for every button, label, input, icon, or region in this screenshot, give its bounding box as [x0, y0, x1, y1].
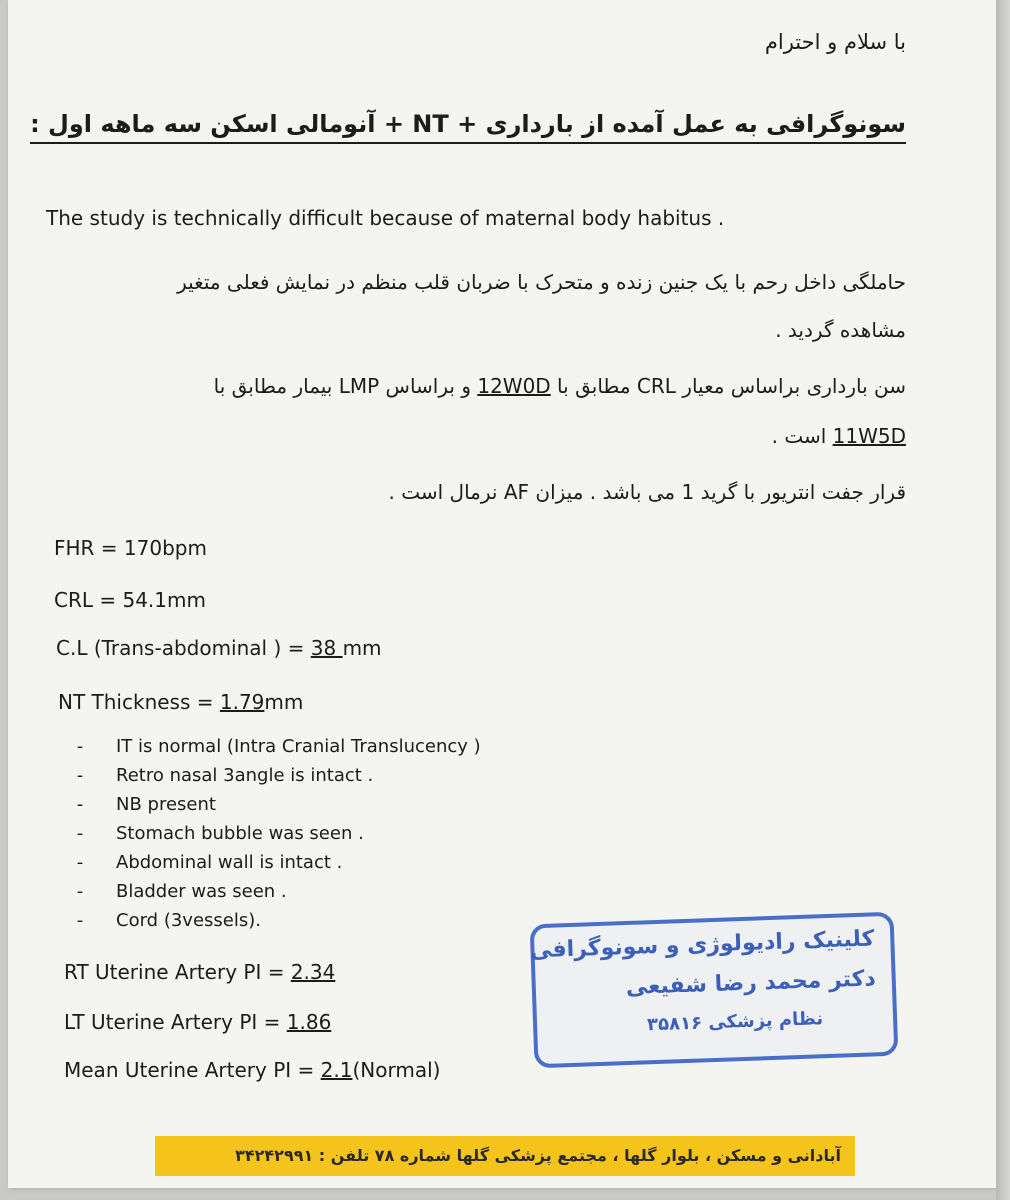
- fhr-measurement: FHR = 170bpm: [54, 536, 207, 560]
- gestational-age-text-a: سن بارداری براساس معیار CRL مطابق با: [550, 374, 906, 398]
- nt-thickness-measurement: [58, 690, 303, 714]
- crl-gestational-age: 12W0D: [477, 374, 551, 398]
- placenta-note: قرار جفت انتریور با گرید 1 می باشد . میزان AF نرمال است .: [388, 480, 906, 504]
- cervical-length-value: 38: [310, 636, 343, 660]
- crl-measurement: CRL = 54.1mm: [54, 588, 206, 612]
- gestational-age-line2: [772, 424, 906, 448]
- list-item: - IT is normal (Intra Cranial Translucency ): [76, 736, 481, 757]
- mean-uterine-artery-pi: Mean Uterine Artery PI = 2.1(Normal): [64, 1058, 441, 1082]
- lmp-gestational-age: 11W5D: [832, 424, 906, 448]
- stamp-doctor-name: دکتر محمد رضا شفیعی: [625, 966, 877, 1001]
- rt-uterine-artery-pi-value: 2.34: [290, 960, 336, 984]
- gestational-age-text-c: است .: [771, 424, 833, 448]
- list-item: - Abdominal wall is intact .: [76, 852, 343, 873]
- stamp-clinic-name: کلینیک رادیولوژی و سونوگرافی: [529, 926, 875, 964]
- stamp-medical-number: نظام پزشکی ۳۵۸۱۶: [646, 1008, 824, 1036]
- footer-address: آبادانی و مسکن ، بلوار گلها ، مجتمع پزشکی گلها شماره ۷۸ تلفن : ۳۴۲۴۲۹۹۱: [155, 1136, 855, 1176]
- pregnancy-description-line1: حاملگی داخل رحم با یک جنین زنده و متحرک با ضربان قلب منظم در نمایش فعلی متغیر: [177, 270, 906, 294]
- pregnancy-description-line2: مشاهده گردید .: [775, 318, 906, 342]
- rt-uterine-artery-pi: RT Uterine Artery PI = 2.34: [64, 960, 336, 984]
- cervical-length-unit: mm: [342, 636, 382, 660]
- gestational-age-line1: [214, 374, 906, 398]
- report-title: سونوگرافی به عمل آمده از بارداری + NT + آنومالی اسکن سه ماهه اول :: [30, 110, 906, 144]
- technical-note: The study is technically difficult because of maternal body habitus .: [46, 206, 725, 230]
- greeting: با سلام و احترام: [764, 30, 906, 54]
- clinic-stamp: [530, 912, 899, 1069]
- cervical-length-measurement: [56, 636, 382, 660]
- list-item: - Bladder was seen .: [76, 881, 287, 902]
- nt-thickness-value: 1.79: [219, 690, 265, 714]
- gestational-age-text-b: و براساس LMP بیمار مطابق با: [213, 374, 478, 398]
- nt-thickness-unit: mm: [264, 690, 304, 714]
- lt-uterine-artery-pi-value: 1.86: [286, 1010, 332, 1034]
- list-item: - Cord (3vessels).: [76, 910, 261, 931]
- mean-uterine-artery-pi-value: 2.1: [320, 1058, 353, 1082]
- list-item: - NB present: [76, 794, 216, 815]
- list-item: - Retro nasal 3angle is intact .: [76, 765, 374, 786]
- mean-uterine-artery-pi-note: (Normal): [352, 1058, 441, 1082]
- cervical-length-label: C.L (Trans-abdominal ) =: [56, 636, 311, 660]
- lt-uterine-artery-pi: LT Uterine Artery PI = 1.86: [64, 1010, 332, 1034]
- list-item: - Stomach bubble was seen .: [76, 823, 364, 844]
- findings-list: [70, 734, 481, 937]
- page-edge: [996, 0, 1010, 1200]
- nt-thickness-label: NT Thickness =: [58, 690, 220, 714]
